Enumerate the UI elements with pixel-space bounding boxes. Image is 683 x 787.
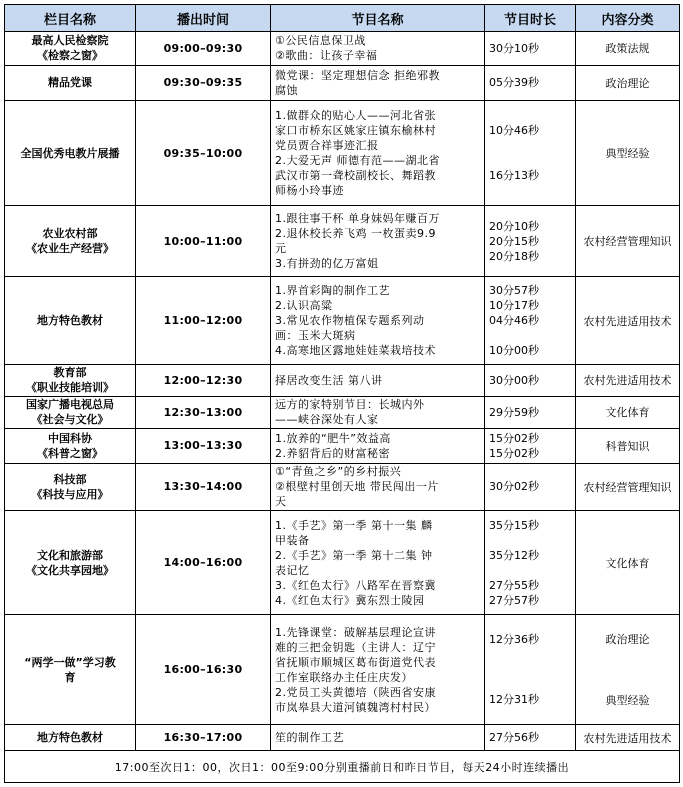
column-name-cell bbox=[5, 65, 136, 101]
cell-line: 27分56秒 bbox=[489, 731, 539, 745]
cell-line: 29分59秒 bbox=[489, 405, 539, 419]
category-cell bbox=[576, 65, 680, 101]
cell-line: 30分57秒 bbox=[489, 284, 539, 298]
table-row bbox=[5, 32, 680, 66]
cell-line: 省抚顺市顺城区葛布街道党代表 bbox=[275, 655, 436, 669]
cell-line: 3.常见农作物植保专题系列动 bbox=[275, 314, 425, 328]
cell-line: 2.认识高粱 bbox=[275, 299, 333, 313]
cell-line: 《文化共享园地》 bbox=[26, 563, 114, 577]
cell-line: 农村先进适用技术 bbox=[583, 374, 672, 388]
program-name-cell bbox=[271, 32, 485, 66]
table-row bbox=[5, 429, 680, 464]
category-cell bbox=[576, 510, 680, 615]
cell-line: 工作室联络办主任庄庆发） bbox=[275, 670, 413, 684]
table-row bbox=[5, 463, 680, 510]
duration-cell bbox=[485, 277, 576, 365]
cell-line: 农业农村部 bbox=[42, 227, 98, 241]
broadcast-time-cell: 12:30–13:00 bbox=[136, 396, 271, 429]
table-row bbox=[5, 396, 680, 429]
column-name-cell bbox=[5, 615, 136, 725]
table-row bbox=[5, 510, 680, 615]
broadcast-time-cell: 09:30–09:35 bbox=[136, 65, 271, 101]
duration-cell bbox=[485, 725, 576, 751]
duration-cell bbox=[485, 510, 576, 615]
cell-line: ②根壁村里创天地 带民闯出一片 bbox=[275, 480, 439, 494]
cell-line: 《社会与文化》 bbox=[31, 413, 109, 427]
cell-line: ②歌曲：让孩子幸福 bbox=[275, 49, 378, 63]
category-cell bbox=[576, 32, 680, 66]
cell-line: 微党课：坚定理想信念 拒绝邪教 bbox=[275, 68, 440, 82]
table-row bbox=[5, 364, 680, 396]
cell-line: 1.《手艺》第一季 第十一集 麟 bbox=[275, 518, 433, 532]
cell-line: 地方特色教材 bbox=[37, 314, 103, 328]
cell-line: 05分39秒 bbox=[489, 76, 539, 90]
column-name-cell bbox=[5, 101, 136, 206]
cell-line: 全国优秀电教片展播 bbox=[20, 146, 120, 160]
column-name-cell bbox=[5, 463, 136, 510]
spacer bbox=[489, 138, 571, 153]
duration-cell bbox=[485, 615, 576, 725]
cell-line: ①“青鱼之乡”的乡村振兴 bbox=[275, 465, 402, 479]
program-name-cell bbox=[271, 364, 485, 396]
cell-line: 1.界首彩陶的制作工艺 bbox=[275, 284, 390, 298]
cell-line: 家口市桥东区姚家庄镇东榆林村 bbox=[275, 124, 436, 138]
cell-line: 《检察之窗》 bbox=[37, 49, 103, 63]
cell-line: 2.《手艺》第一季 第十二集 钟 bbox=[275, 548, 433, 562]
column-name-cell bbox=[5, 725, 136, 751]
broadcast-time-cell: 12:00–12:30 bbox=[136, 364, 271, 396]
cell-line: 10分17秒 bbox=[489, 299, 539, 313]
spacer bbox=[489, 647, 571, 662]
program-name-cell bbox=[271, 725, 485, 751]
cell-line: 4.高寒地区露地娃娃菜栽培技术 bbox=[275, 344, 436, 358]
cell-line: 10分00秒 bbox=[489, 344, 539, 358]
cell-line: 30分10秒 bbox=[489, 41, 539, 55]
duration-cell bbox=[485, 364, 576, 396]
cell-line: 27分55秒 bbox=[489, 578, 539, 592]
cell-line: 1.先锋课堂：破解基层理论宣讲 bbox=[275, 625, 436, 639]
spacer bbox=[580, 647, 675, 662]
table-row bbox=[5, 725, 680, 751]
program-name-cell bbox=[271, 463, 485, 510]
cell-line: 27分57秒 bbox=[489, 593, 539, 607]
duration-cell bbox=[485, 206, 576, 277]
cell-line: 35分15秒 bbox=[489, 518, 539, 532]
broadcast-time-cell: 16:30–17:00 bbox=[136, 725, 271, 751]
program-name-cell bbox=[271, 206, 485, 277]
duration-cell bbox=[485, 101, 576, 206]
cell-line: 择居改变生活 第八讲 bbox=[275, 373, 383, 387]
cell-line: 30分00秒 bbox=[489, 373, 539, 387]
column-name-cell bbox=[5, 206, 136, 277]
cell-line: 最高人民检察院 bbox=[31, 34, 109, 48]
header-program-name: 节目名称 bbox=[271, 5, 485, 32]
category-cell bbox=[576, 101, 680, 206]
duration-cell bbox=[485, 65, 576, 101]
cell-line: 20分18秒 bbox=[489, 249, 539, 263]
program-name-cell bbox=[271, 277, 485, 365]
cell-line: 30分02秒 bbox=[489, 480, 539, 494]
category-cell bbox=[576, 396, 680, 429]
program-name-cell bbox=[271, 429, 485, 464]
cell-line: 1.跟往事干杯 单身妹妈年赚百万 bbox=[275, 212, 440, 226]
header-duration: 节目时长 bbox=[485, 5, 576, 32]
broadcast-time-cell: 13:00–13:30 bbox=[136, 429, 271, 464]
program-name-cell bbox=[271, 510, 485, 615]
spacer bbox=[489, 677, 571, 692]
spacer bbox=[580, 662, 675, 677]
column-name-cell bbox=[5, 429, 136, 464]
cell-line: 文化体育 bbox=[605, 556, 650, 570]
footer-row bbox=[5, 751, 680, 783]
category-cell bbox=[576, 277, 680, 365]
category-cell bbox=[576, 429, 680, 464]
cell-line: 农村先进适用技术 bbox=[583, 314, 672, 328]
broadcast-time-cell: 13:30–14:00 bbox=[136, 463, 271, 510]
column-name-cell bbox=[5, 396, 136, 429]
cell-line: 16分13秒 bbox=[489, 169, 539, 183]
spacer bbox=[489, 328, 571, 343]
header-category: 内容分类 bbox=[576, 5, 680, 32]
cell-line: 科技部 bbox=[53, 472, 87, 486]
category-cell bbox=[576, 615, 680, 725]
cell-line: 农村经营管理知识 bbox=[583, 235, 672, 249]
cell-line: 《科普之窗》 bbox=[37, 446, 103, 460]
cell-line: 2.大爱无声 师德有范——湖北省 bbox=[275, 154, 440, 168]
cell-line: “两学一做”学习教 bbox=[24, 655, 116, 669]
cell-line: 武汉市第一聋校副校长、舞蹈教 bbox=[275, 169, 436, 183]
duration-cell bbox=[485, 429, 576, 464]
duration-cell bbox=[485, 396, 576, 429]
cell-line: 3.《红色太行》八路军在晋察冀 bbox=[275, 578, 436, 592]
cell-line: 文化和旅游部 bbox=[37, 548, 103, 562]
cell-line: 笙的制作工艺 bbox=[275, 731, 344, 745]
cell-line: 3.有拼劲的亿万富姐 bbox=[275, 257, 379, 271]
cell-line: 35分12秒 bbox=[489, 548, 539, 562]
table-row bbox=[5, 206, 680, 277]
cell-line: 政治理论 bbox=[605, 76, 650, 90]
broadcast-time-cell: 09:00–09:30 bbox=[136, 32, 271, 66]
cell-line: 远方的家特别节目：长城内外 bbox=[275, 398, 425, 412]
cell-line: 《职业技能培训》 bbox=[26, 381, 114, 395]
schedule-table bbox=[4, 4, 680, 783]
cell-line: 15分02秒 bbox=[489, 431, 539, 445]
column-name-cell bbox=[5, 277, 136, 365]
cell-line: 1.放养的“肥牛”效益高 bbox=[275, 431, 391, 445]
cell-line: 10分46秒 bbox=[489, 124, 539, 138]
cell-line: 天 bbox=[275, 495, 287, 509]
cell-line: 甲装备 bbox=[275, 533, 310, 547]
duration-cell bbox=[485, 32, 576, 66]
program-name-cell bbox=[271, 65, 485, 101]
cell-line: 腐蚀 bbox=[275, 83, 298, 97]
header-broadcast-time: 播出时间 bbox=[136, 5, 271, 32]
cell-line: ——峡谷深处有人家 bbox=[275, 413, 379, 427]
cell-line: 国家广播电视总局 bbox=[26, 398, 114, 412]
cell-line: 表记忆 bbox=[275, 563, 310, 577]
table-row bbox=[5, 101, 680, 206]
cell-line: 2.党员工头黄德培（陕西省安康 bbox=[275, 685, 436, 699]
spacer bbox=[489, 563, 571, 578]
cell-line: 4.《红色太行》冀东烈士陵园 bbox=[275, 593, 425, 607]
spacer bbox=[489, 662, 571, 677]
category-cell bbox=[576, 725, 680, 751]
cell-line: 20分15秒 bbox=[489, 234, 539, 248]
column-name-cell bbox=[5, 32, 136, 66]
cell-line: 师杨小玲事迹 bbox=[275, 184, 344, 198]
column-name-cell bbox=[5, 510, 136, 615]
cell-line: 农村先进适用技术 bbox=[583, 731, 672, 745]
cell-line: 教育部 bbox=[53, 366, 87, 380]
cell-line: 元 bbox=[275, 242, 287, 256]
cell-line: 04分46秒 bbox=[489, 314, 539, 328]
spacer bbox=[489, 153, 571, 168]
cell-line: 文化体育 bbox=[605, 406, 650, 420]
category-cell bbox=[576, 364, 680, 396]
cell-line: ①公民信息保卫战 bbox=[275, 34, 366, 48]
footer-note: 17:00至次日1：00，次日1：00至9:00分别重播前日和昨日节目，每天24小时连续播出 bbox=[5, 751, 680, 783]
cell-line: 画：玉米大斑病 bbox=[275, 329, 356, 343]
cell-line: 精品党课 bbox=[48, 76, 92, 90]
cell-line: 地方特色教材 bbox=[37, 731, 103, 745]
table-row bbox=[5, 277, 680, 365]
broadcast-time-cell: 14:00–16:00 bbox=[136, 510, 271, 615]
broadcast-time-cell: 09:35–10:00 bbox=[136, 101, 271, 206]
table-row bbox=[5, 65, 680, 101]
header-column-name: 栏目名称 bbox=[5, 5, 136, 32]
cell-line: 2.养貂背后的财富秘密 bbox=[275, 446, 390, 460]
table-row bbox=[5, 615, 680, 725]
cell-line: 20分10秒 bbox=[489, 219, 539, 233]
category-cell bbox=[576, 463, 680, 510]
program-name-cell bbox=[271, 101, 485, 206]
header-row bbox=[5, 5, 680, 32]
duration-cell bbox=[485, 463, 576, 510]
cell-line: 12分36秒 bbox=[489, 633, 539, 647]
cell-line: 农村经营管理知识 bbox=[583, 480, 672, 494]
cell-line: 党员贾合祥事迹汇报 bbox=[275, 139, 379, 153]
category-cell bbox=[576, 206, 680, 277]
cell-line: 1.做群众的贴心人——河北省张 bbox=[275, 109, 436, 123]
cell-line: 政策法规 bbox=[605, 42, 650, 56]
cell-line: 2.退休校长养飞鸡 一枚蛋卖9.9 bbox=[275, 227, 436, 241]
broadcast-time-cell: 10:00–11:00 bbox=[136, 206, 271, 277]
cell-line: 12分31秒 bbox=[489, 693, 539, 707]
cell-line: 典型经验 bbox=[605, 694, 650, 708]
column-name-cell bbox=[5, 364, 136, 396]
spacer bbox=[580, 677, 675, 692]
program-name-cell bbox=[271, 396, 485, 429]
broadcast-time-cell: 11:00–12:00 bbox=[136, 277, 271, 365]
cell-line: 育 bbox=[64, 670, 76, 684]
cell-line: 难的三把金钥匙（主讲人：辽宁 bbox=[275, 640, 436, 654]
broadcast-time-cell: 16:00–16:30 bbox=[136, 615, 271, 725]
cell-line: 科普知识 bbox=[605, 439, 650, 453]
cell-line: 《科技与应用》 bbox=[31, 487, 109, 501]
cell-line: 典型经验 bbox=[605, 147, 650, 161]
cell-line: 政治理论 bbox=[605, 633, 650, 647]
cell-line: 市岚皋县大道河镇魏湾村村民） bbox=[275, 700, 436, 714]
program-name-cell bbox=[271, 615, 485, 725]
cell-line: 《农业生产经营》 bbox=[26, 242, 114, 256]
cell-line: 中国科协 bbox=[48, 431, 92, 445]
spacer bbox=[489, 533, 571, 548]
cell-line: 15分02秒 bbox=[489, 446, 539, 460]
